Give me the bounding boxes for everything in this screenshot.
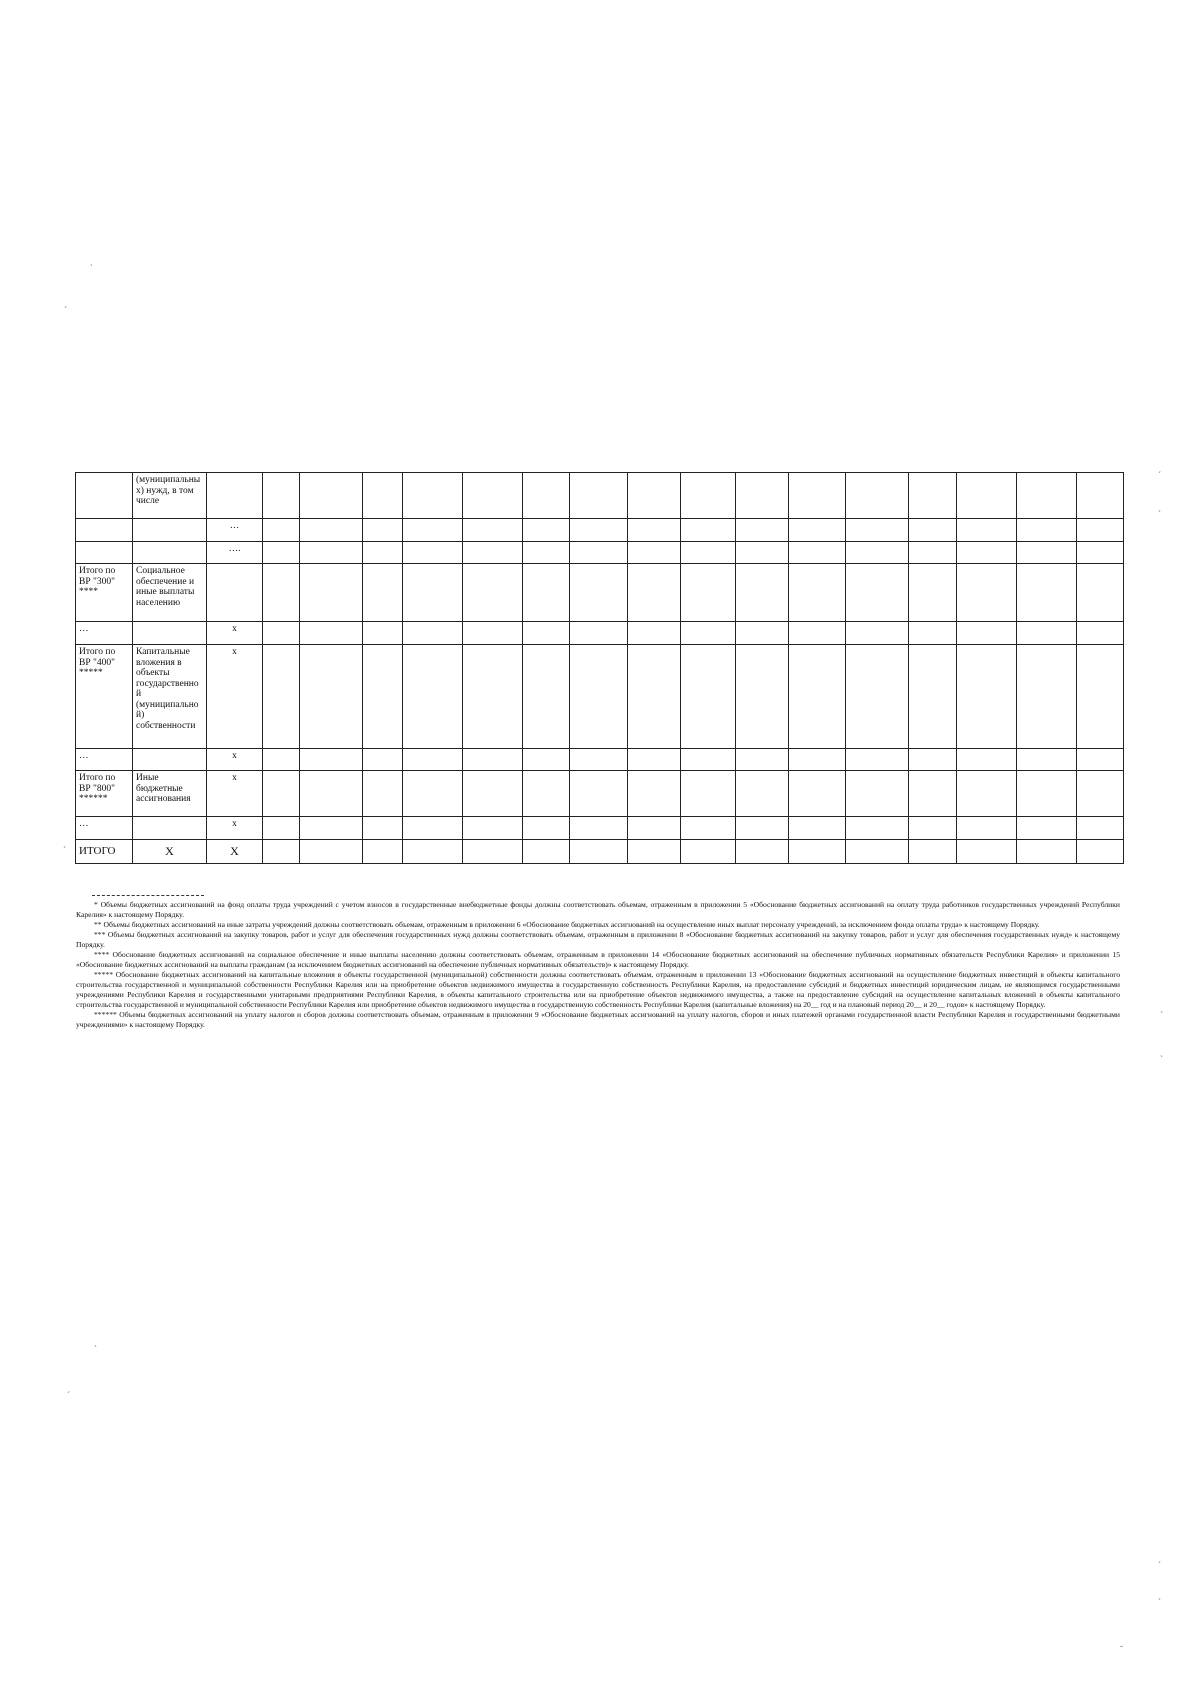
empty-cell [1077,840,1124,864]
empty-cell [846,622,909,645]
empty-cell [263,840,300,864]
scan-speck: ˊ [1158,470,1161,480]
empty-cell [463,817,523,840]
row-label-cell [76,542,133,564]
empty-cell [1017,564,1077,622]
empty-cell [363,771,403,817]
scan-speck: ˊ [64,305,67,315]
empty-cell [523,622,570,645]
empty-cell [736,622,789,645]
row-label-cell: Итого по ВР "400" ***** [76,645,133,749]
table-row [76,519,1124,542]
empty-cell [263,817,300,840]
empty-cell [736,542,789,564]
empty-cell [300,645,363,749]
empty-cell [957,473,1017,519]
empty-cell [363,645,403,749]
empty-cell [789,840,846,864]
empty-cell [463,840,523,864]
empty-cell [909,771,957,817]
empty-cell [1017,542,1077,564]
empty-cell [957,645,1017,749]
empty-cell [628,840,681,864]
scan-speck: ˊ [1160,1010,1163,1020]
empty-cell [1077,519,1124,542]
footnote-2: ** Объемы бюджетных ассигнований на иные затраты учреждений должны соответствовать объемам, отраженным в приложении 6 «Обоснование бюджетных ассигнований на осуществление иных выплат персоналу учреждений, за исключением фонда оплаты труда» к настоящему Порядку. [94,920,1040,929]
empty-cell [909,473,957,519]
empty-cell [1077,473,1124,519]
empty-cell [846,519,909,542]
empty-cell [681,817,736,840]
footnote-4: **** Обоснование бюджетных ассигнований на социальное обеспечение и иные выплаты населению должны соответствовать объемам, отраженным в приложении 14 «Обоснование бюджетных ассигнований на обеспечение публичных нормативных обязательств Республики Карелия» и приложении 15 «Обоснование бюджетных ассигнований на выплаты гражданам (за исключением бюджетных ассигнований на обеспечение публичных нормативных обязательств)» к настоящему Порядку. [76,950,1120,969]
empty-cell [681,473,736,519]
empty-cell [403,645,463,749]
empty-cell [1077,749,1124,771]
empty-cell [736,645,789,749]
empty-cell [300,771,363,817]
empty-cell [909,564,957,622]
empty-cell [300,519,363,542]
empty-cell [570,645,628,749]
empty-cell [463,519,523,542]
empty-cell [363,840,403,864]
empty-cell [628,542,681,564]
empty-cell [403,473,463,519]
empty-cell [300,542,363,564]
table-row [76,542,1124,564]
row-label-cell [76,519,133,542]
empty-cell [957,840,1017,864]
empty-cell [1017,519,1077,542]
row-code-cell: x [207,645,263,749]
empty-cell [1017,749,1077,771]
empty-cell [523,817,570,840]
empty-cell [846,840,909,864]
row-name-cell [133,749,207,771]
empty-cell [1017,840,1077,864]
footnote-1: * Объемы бюджетных ассигнований на фонд оплаты труда учреждений с учетом взносов в государственные внебюджетные фонды должны соответствовать объемам, отраженным в приложении 5 «Обоснование бюджетных ассигнований на оплату труда работников государственных учреждений Республики Карелия» к настоящему Порядку. [76,900,1120,919]
empty-cell [403,564,463,622]
empty-cell [736,564,789,622]
row-label-cell: Итого по ВР "800" ****** [76,771,133,817]
row-code-cell: x [207,817,263,840]
empty-cell [403,771,463,817]
empty-cell [789,749,846,771]
total-label-cell: ИТОГО [76,840,133,864]
empty-cell [363,473,403,519]
empty-cell [403,749,463,771]
empty-cell [736,771,789,817]
total-row [76,840,1124,864]
empty-cell [363,564,403,622]
empty-cell [523,473,570,519]
empty-cell [300,817,363,840]
footnote-3: *** Объемы бюджетных ассигнований на закупку товаров, работ и услуг для обеспечения государственных нужд должны соответствовать объемам, отраженным в приложении 8 «Обоснование бюджетных ассигнований на закупку товаров, работ и услуг для обеспечения государственных нужд» к настоящему Порядку. [76,930,1120,949]
empty-cell [263,771,300,817]
empty-cell [681,564,736,622]
row-label-cell: … [76,622,133,645]
empty-cell [570,473,628,519]
empty-cell [628,622,681,645]
empty-cell [681,840,736,864]
scan-speck: ˊ [63,845,66,855]
table-row [76,622,1124,645]
empty-cell [403,519,463,542]
footnote-separator [92,895,204,896]
table-row [76,645,1124,749]
row-label-cell: … [76,817,133,840]
empty-cell [681,771,736,817]
scan-speck: ˏ [90,256,93,266]
empty-cell [1017,622,1077,645]
empty-cell [681,645,736,749]
empty-cell [628,771,681,817]
row-name-cell: Социальное обеспечение и иные выплаты населению [133,564,207,622]
empty-cell [263,473,300,519]
empty-cell [523,564,570,622]
empty-cell [570,749,628,771]
empty-cell [363,817,403,840]
empty-cell [789,622,846,645]
row-name-cell [133,622,207,645]
scan-speck: ˊ [67,1390,70,1400]
empty-cell [263,622,300,645]
empty-cell [300,840,363,864]
row-label-cell: Итого по ВР "300" **** [76,564,133,622]
row-label-cell [76,473,133,519]
empty-cell [523,645,570,749]
empty-cell [846,564,909,622]
empty-cell [628,749,681,771]
scan-speck: ˊ [1158,1560,1161,1570]
empty-cell [1077,817,1124,840]
empty-cell [681,519,736,542]
empty-cell [957,749,1017,771]
row-code-cell [207,564,263,622]
empty-cell [789,542,846,564]
footnote-5: ***** Обоснование бюджетных ассигнований на капитальные вложения в объекты государственной (муниципальной) собственности должны соответствовать объемам, отраженным в приложении 13 «Обоснование бюджетных ассигнований на осуществление бюджетных инвестиций в объекты капитального строительства государственной и муниципальной собственности Республики Карелия или на приобретение объектов недвижимого имущества в государственную собственность Республики Карелия, на предоставление субсидий и бюджетных инвестиций юридическим лицам, не являющимся государственными учреждениями Республики Карелия и государственными унитарными предприятиями Республики Карелия, в объекты капитального строительства или на приобретение объектов недвижимого имущества, а также на предоставление субсидий на осуществление капитальных вложений в объекты капитального строительства государственной и муниципальной собственности Республики Карелия или приобретение объектов недвижимого имущества в государственную собственность Республики Карелия (капитальные вложения) на 20__ год и на плановый период 20__ и 20__ годов» к настоящему Порядку. [76,970,1120,1009]
empty-cell [263,519,300,542]
empty-cell [263,645,300,749]
row-code-cell: x [207,771,263,817]
empty-cell [463,771,523,817]
empty-cell [736,473,789,519]
empty-cell [909,749,957,771]
empty-cell [909,645,957,749]
empty-cell [523,519,570,542]
total-name-cell: Х [133,840,207,864]
row-name-cell: (муниципальных) нужд, в том числе [133,473,207,519]
empty-cell [736,817,789,840]
empty-cell [628,817,681,840]
empty-cell [463,749,523,771]
empty-cell [1017,817,1077,840]
empty-cell [681,749,736,771]
empty-cell [628,519,681,542]
empty-cell [846,473,909,519]
empty-cell [1077,622,1124,645]
empty-cell [736,840,789,864]
table-row [76,771,1124,817]
empty-cell [300,564,363,622]
empty-cell [846,749,909,771]
empty-cell [1077,542,1124,564]
total-code-cell: Х [207,840,263,864]
budget-table-container [75,472,1121,864]
empty-cell [363,519,403,542]
empty-cell [789,473,846,519]
table-row [76,817,1124,840]
empty-cell [909,542,957,564]
empty-cell [909,840,957,864]
table-row [76,749,1124,771]
row-name-cell [133,519,207,542]
empty-cell [523,749,570,771]
row-code-cell: x [207,749,263,771]
empty-cell [1017,771,1077,817]
empty-cell [403,840,463,864]
empty-cell [789,771,846,817]
row-code-cell [207,473,263,519]
row-name-cell [133,542,207,564]
empty-cell [909,622,957,645]
empty-cell [570,519,628,542]
row-code-cell: x [207,622,263,645]
empty-cell [570,564,628,622]
empty-cell [463,542,523,564]
empty-cell [957,542,1017,564]
empty-cell [570,840,628,864]
table-row [76,564,1124,622]
empty-cell [789,817,846,840]
empty-cell [846,542,909,564]
empty-cell [363,542,403,564]
empty-cell [463,473,523,519]
empty-cell [403,817,463,840]
empty-cell [1077,564,1124,622]
empty-cell [628,473,681,519]
empty-cell [523,771,570,817]
row-code-cell: …. [207,542,263,564]
empty-cell [1077,771,1124,817]
empty-cell [263,542,300,564]
empty-cell [300,749,363,771]
empty-cell [846,645,909,749]
empty-cell [523,542,570,564]
scan-speck: ˎ [1158,502,1161,512]
empty-cell [909,519,957,542]
empty-cell [403,542,463,564]
empty-cell [263,564,300,622]
empty-cell [263,749,300,771]
empty-cell [957,817,1017,840]
row-name-cell: Иные бюджетные ассигнования [133,771,207,817]
empty-cell [463,622,523,645]
empty-cell [1077,645,1124,749]
empty-cell [363,749,403,771]
empty-cell [789,645,846,749]
empty-cell [403,622,463,645]
scan-speck: ˎ [1160,1047,1163,1057]
row-label-cell: … [76,749,133,771]
empty-cell [957,564,1017,622]
empty-cell [681,542,736,564]
empty-cell [957,771,1017,817]
empty-cell [909,817,957,840]
empty-cell [363,622,403,645]
empty-cell [736,519,789,542]
row-name-cell: Капитальные вложения в объекты государственной (муниципальной) собственности [133,645,207,749]
empty-cell [628,564,681,622]
empty-cell [628,645,681,749]
empty-cell [789,519,846,542]
table-row [76,473,1124,519]
empty-cell [789,564,846,622]
row-name-cell [133,817,207,840]
scan-speck: ˏ [94,1337,97,1347]
footnotes [76,900,1120,1030]
budget-allocation-table [75,472,1124,864]
empty-cell [957,622,1017,645]
empty-cell [570,622,628,645]
footnote-6: ****** Объемы бюджетных ассигнований на уплату налогов и сборов должны соответствовать объемам, отраженным в приложении 9 «Обоснование бюджетных ассигнований на уплату налогов, сборов и иных платежей органами государственной власти Республики Карелия и государственными бюджетными учреждениями» к настоящему Порядку. [76,1010,1120,1029]
row-code-cell: … [207,519,263,542]
empty-cell [523,840,570,864]
empty-cell [570,817,628,840]
empty-cell [681,622,736,645]
empty-cell [463,564,523,622]
empty-cell [1017,473,1077,519]
scan-speck: ˗ [1120,1640,1123,1650]
empty-cell [463,645,523,749]
empty-cell [846,771,909,817]
empty-cell [846,817,909,840]
empty-cell [300,473,363,519]
empty-cell [570,542,628,564]
scan-speck: ˎ [1158,1590,1161,1600]
empty-cell [1017,645,1077,749]
empty-cell [300,622,363,645]
empty-cell [957,519,1017,542]
empty-cell [736,749,789,771]
empty-cell [570,771,628,817]
